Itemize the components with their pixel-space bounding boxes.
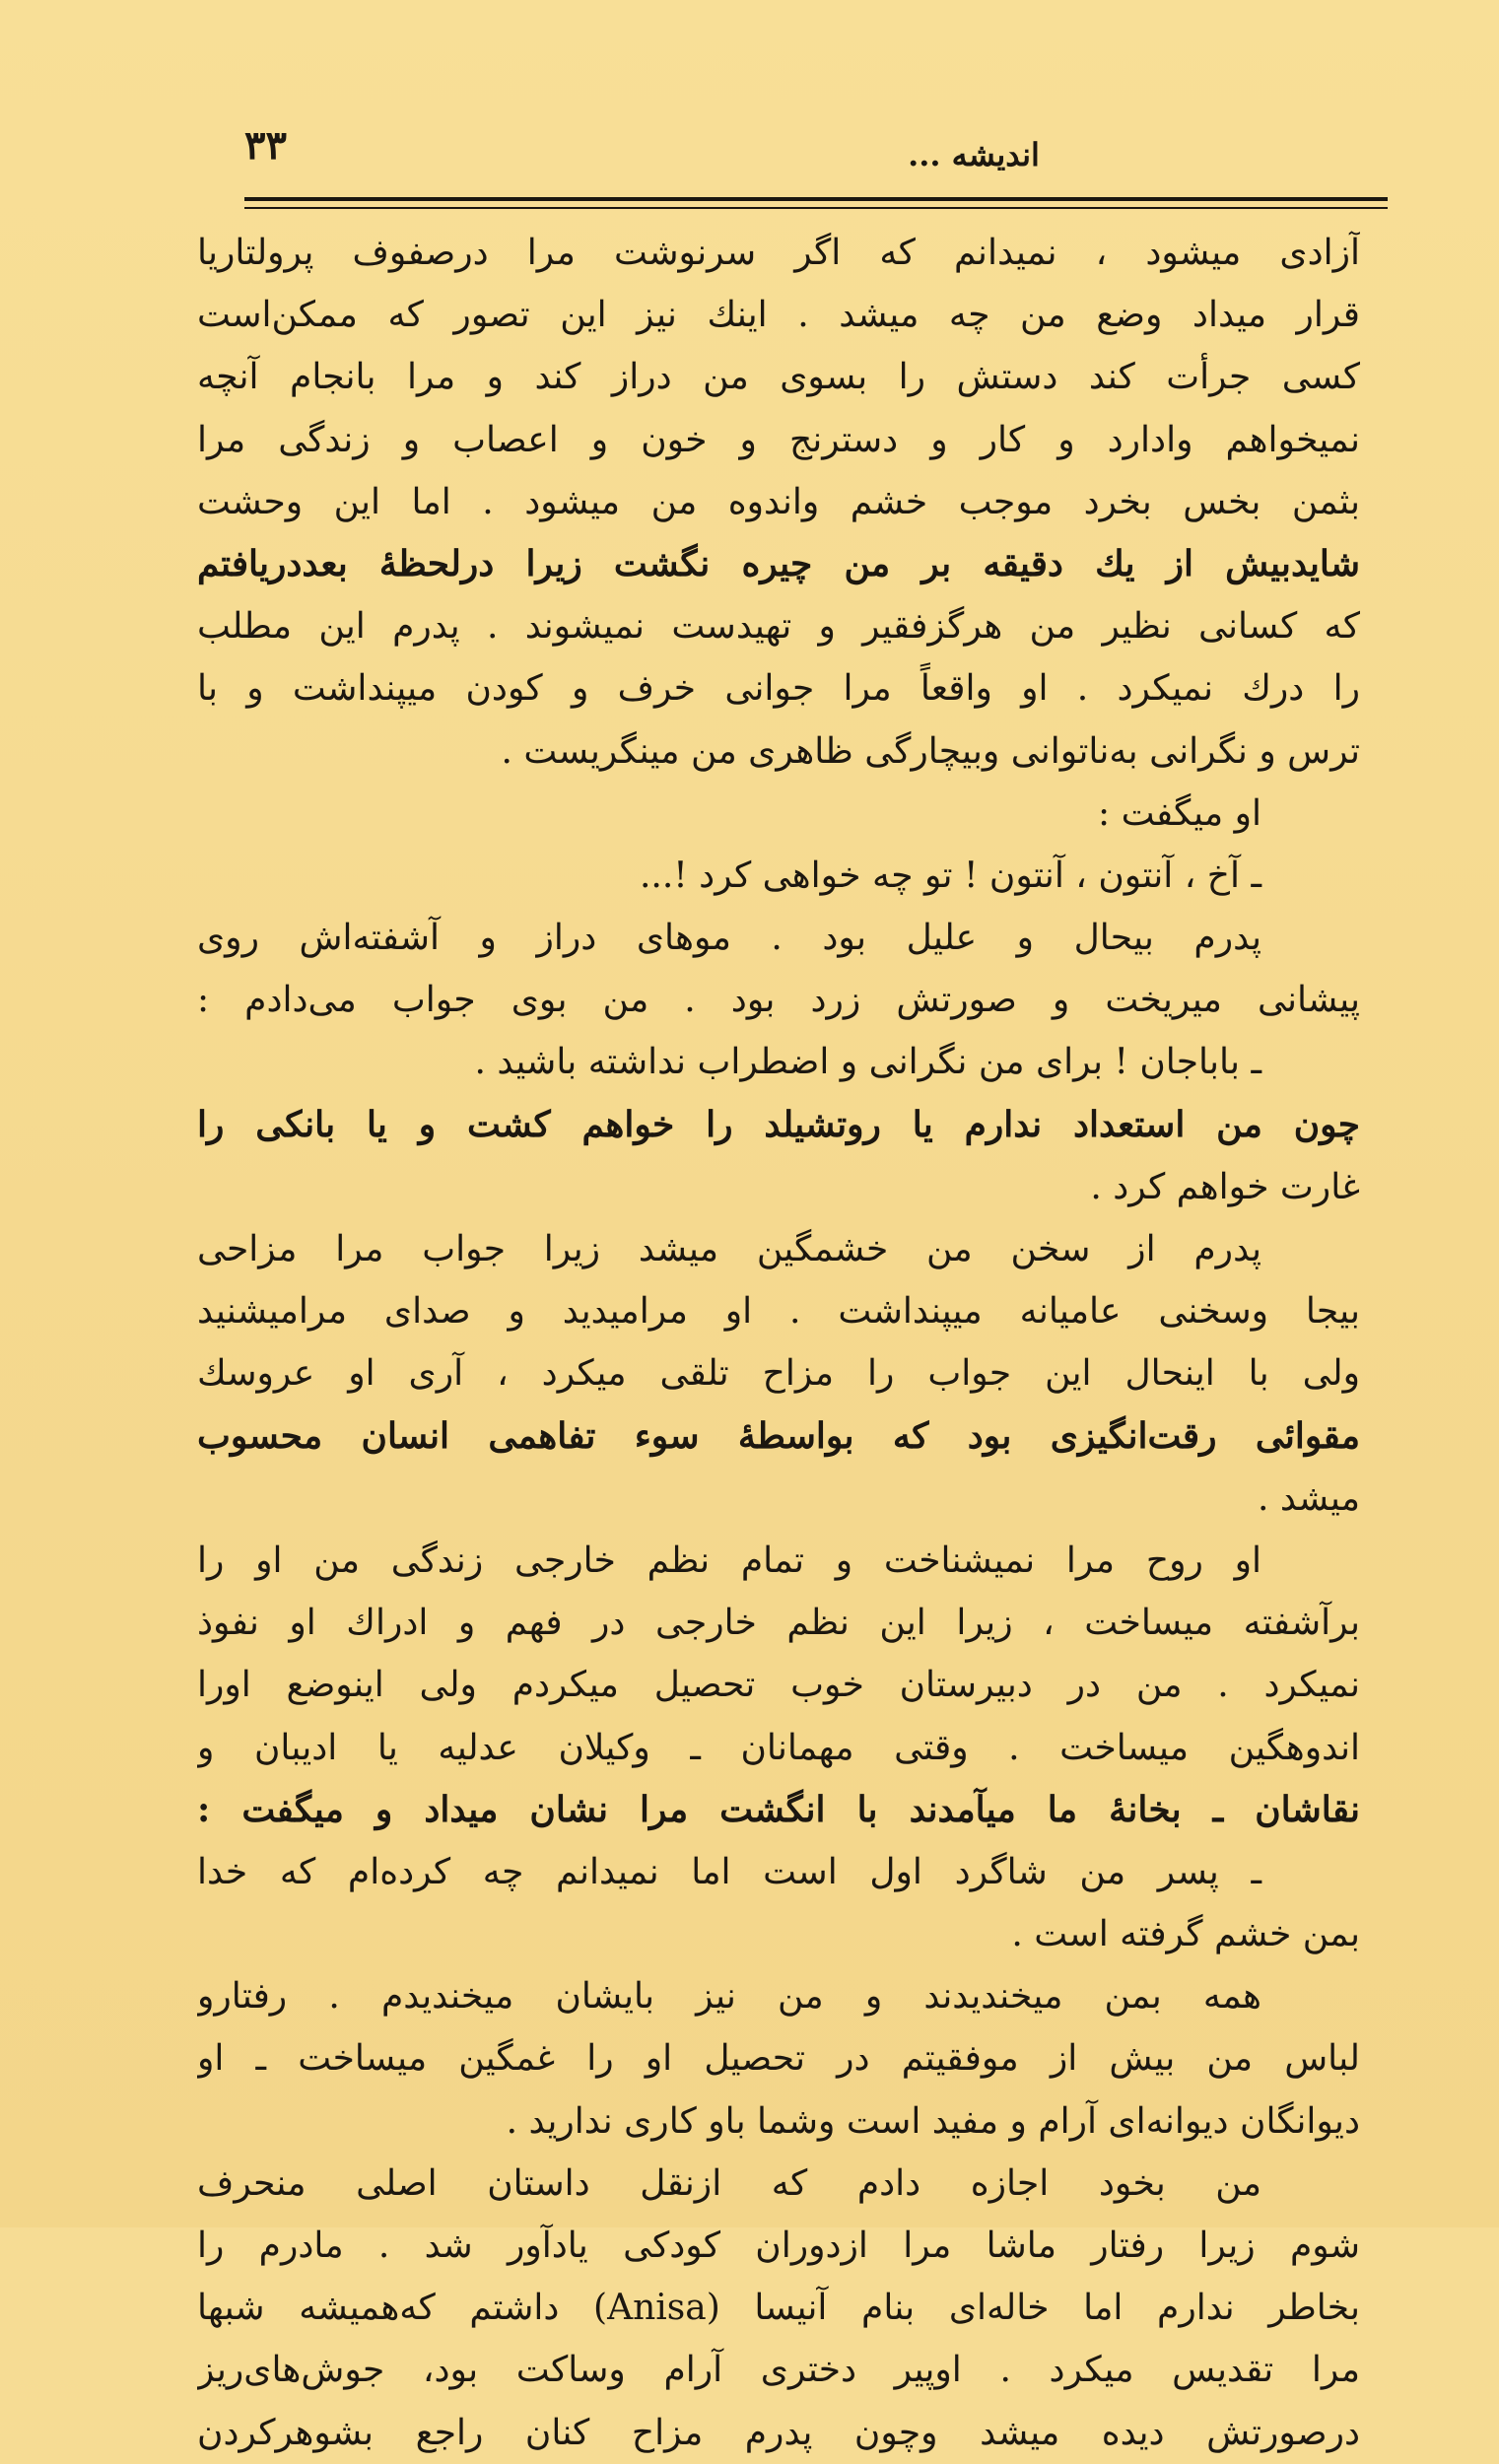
text-line: من بخود اجازه دادم که ازنقل داستان اصلی منحرف: [197, 2162, 1261, 2204]
body-text: [197, 222, 1360, 2464]
text-line: چون من استعداد ندارم یا روتشیلد را خواهم کشت و یا بانکی را: [197, 1103, 1360, 1145]
text-line: را درك نمیکرد . او واقعاً مرا جوانی خرف و کودن میپنداشت و با: [197, 668, 1360, 710]
text-line: برآشفته میساخت ، زیرا این نظم خارجی در فهم و ادراك او نفوذ: [197, 1603, 1360, 1644]
text-line: نمیکرد . من در دبیرستان خوب تحصیل میکردم ولی اینوضع اورا: [197, 1665, 1360, 1706]
text-line: ولی با اینحال این جواب را مزاح تلقی میکرد ، آری او عروسك: [197, 1353, 1360, 1395]
text-line: لباس من بیش از موفقیتم در تحصیل او را غمگین میساخت ـ او: [197, 2038, 1360, 2080]
text-line: کسی جرأت کند دستش را بسوی من دراز کند و مرا بانجام آنچه: [197, 357, 1360, 398]
dialog-line: ـ پسر من شاگرد اول است اما نمیدانم چه کرده‌ام که خدا: [197, 1851, 1261, 1892]
text-line: شوم زیرا رفتار ماشا مرا ازدوران کودکی یادآور شد . مادرم را: [197, 2225, 1360, 2266]
text-line: پدرم بیحال و علیل بود . موهای دراز و آشفته‌اش روی: [197, 918, 1261, 959]
text-line: پدرم از سخن من خشمگین میشد زیرا جواب مرا مزاحی: [197, 1229, 1261, 1269]
header-rule-thick: [244, 197, 1388, 201]
text-line: بیجا وسخنی عامیانه میپنداشت . او مرامیدید و صدای مرامیشنید: [197, 1291, 1360, 1333]
text-line: بخاطر ندارم اما خاله‌ای بنام آنیسا (Anisa) داشتم که‌همیشه شبها: [197, 2288, 1360, 2329]
text-line: مقوائی رقت‌انگیزی بود که بواسطهٔ سوء تفاهمی انسان محسوب: [197, 1414, 1360, 1457]
text-line: او روح مرا نمیشناخت و تمام نظم خارجی زندگی من او را: [197, 1540, 1261, 1581]
text-line: بمن خشم گرفته است .: [1011, 1914, 1360, 1955]
text-line: همه بمن میخندیدند و من نیز بایشان میخندیدم . رفتارو: [197, 1976, 1261, 2018]
text-line: پیشانی میریخت و صورتش زرد بود . من بوی جواب می‌دادم :: [197, 980, 1360, 1021]
page-number: ۳۳: [244, 122, 287, 169]
running-title: اندیشه ...: [908, 136, 1040, 173]
text-line: شایدبیش از یك دقیقه بر من چیره نگشت زیرا درلحظهٔ بعددریافتم: [197, 542, 1360, 584]
header-rule-thin: [244, 207, 1388, 209]
text-line: اندوهگین میساخت . وقتی مهمانان ـ وکیلان عدلیه یا ادیبان و: [197, 1727, 1360, 1768]
text-line: نقاشان ـ بخانهٔ ما میآمدند با انگشت مرا نشان میداد و میگفت :: [197, 1788, 1360, 1830]
text-line: دیوانگان دیوانه‌ای آرام و مفید است وشما باو کاری ندارید .: [506, 2100, 1360, 2142]
text-line: میشد .: [1257, 1477, 1360, 1519]
dialog-line: ـ باباجان ! برای من نگرانی و اضطراب نداشته باشید .: [474, 1042, 1261, 1083]
page-header: [244, 116, 1388, 185]
text-line: درصورتش دیده میشد وچون پدرم مزاح کنان راجع بشوهرکردن: [197, 2412, 1360, 2453]
dialog-line: ـ آخ ، آنتون ، آنتون ! تو چه خواهی کرد !...: [639, 855, 1261, 896]
text-line: قرار میداد وضع من چه میشد . اینك نیز این تصور که ممکن‌است: [197, 295, 1360, 336]
text-line: ترس و نگرانی به‌ناتوانی وبیچارگی ظاهری من مینگریست .: [501, 730, 1360, 772]
text-line: غارت خواهم کرد .: [1090, 1166, 1360, 1207]
text-line: آزادی میشود ، نمیدانم که اگر سرنوشت مرا درصفوف پرولتاریا: [197, 233, 1360, 273]
text-line: که کسانی نظیر من هرگزفقیر و تهیدست نمیشوند . پدرم این مطلب: [197, 606, 1360, 648]
text-line: او میگفت :: [1098, 792, 1261, 834]
text-line: مرا تقدیس میکرد . اوپیر دختری آرام وساکت بود، جوش‌های‌ریز: [197, 2350, 1360, 2391]
text-line: بثمن بخس بخرد موجب خشم واندوه من میشود . اما این وحشت: [197, 481, 1360, 522]
text-line: نمیخواهم وادارد و کار و دسترنج و خون و اعصاب و زندگی مرا: [197, 419, 1360, 460]
